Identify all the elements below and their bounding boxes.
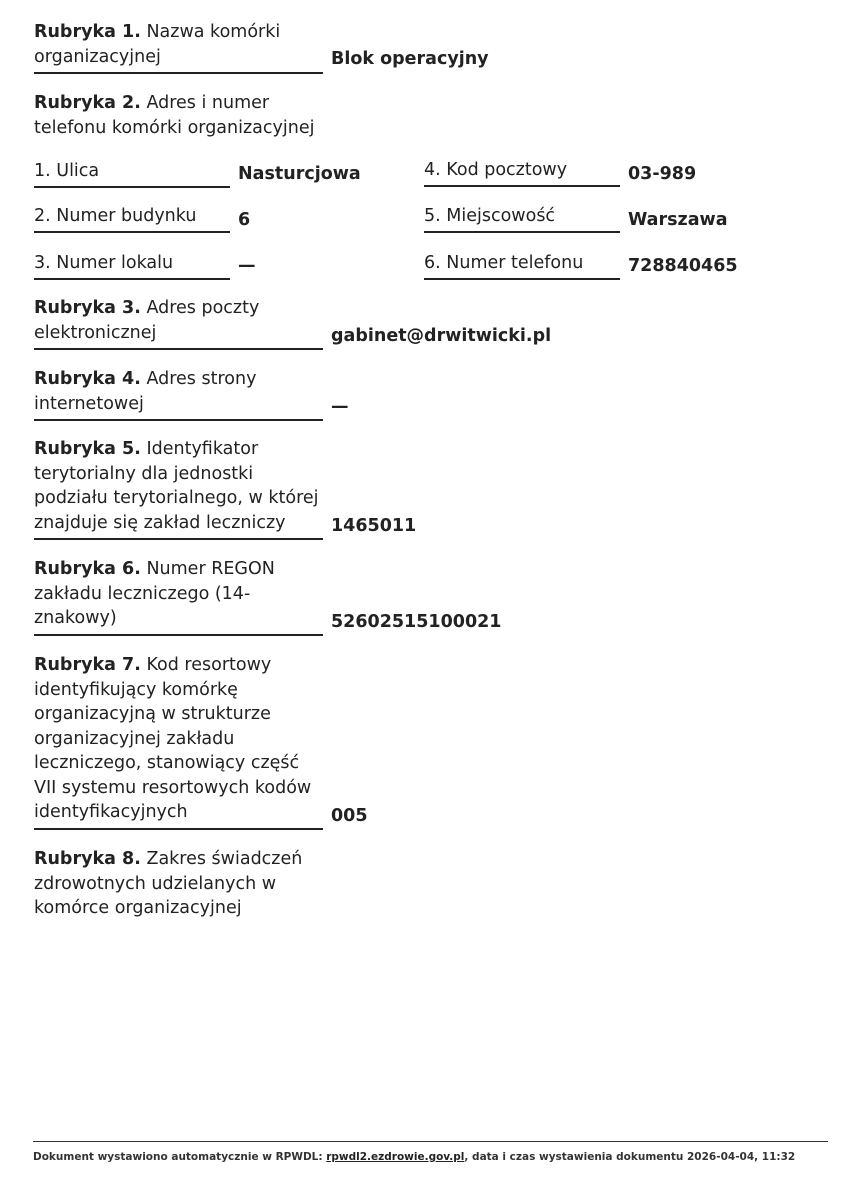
rubryka-1-prefix: Rubryka 1.	[34, 22, 141, 42]
rubryka-3-label	[34, 296, 323, 350]
field-miejscowosc-value: Warszawa	[628, 210, 728, 230]
rubryka-4-value: —	[331, 397, 349, 417]
rubryka-6-value: 52602515100021	[331, 612, 502, 632]
rubryka-6-prefix: Rubryka 6.	[34, 559, 141, 579]
rubryka-4-text: Adres strony internetowej	[34, 369, 257, 414]
field-numer-budynku-label: 2. Numer budynku	[34, 205, 230, 233]
field-kod-pocztowy-label: 4. Kod pocztowy	[424, 159, 620, 187]
field-ulica-label: 1. Ulica	[34, 160, 230, 188]
rubryka-8-prefix: Rubryka 8.	[34, 849, 141, 869]
field-numer-lokalu-label: 3. Numer lokalu	[34, 252, 230, 280]
rubryka-7-value: 005	[331, 806, 368, 826]
footer-divider	[33, 1141, 828, 1142]
rubryka-4-prefix: Rubryka 4.	[34, 369, 141, 389]
footer-text-before: Dokument wystawiono automatycznie w RPWDL:	[33, 1151, 327, 1163]
field-ulica-value: Nasturcjowa	[238, 164, 361, 184]
rubryka-1-text: Nazwa komórki organizacyjnej	[34, 22, 281, 67]
rubryka-3-value: gabinet@drwitwicki.pl	[331, 326, 552, 346]
rubryka-5-text: Identyfikator terytorialny dla jednostki podziału terytorialnego, w której znajduje się zakład leczniczy	[34, 439, 319, 533]
rubryka-2-prefix: Rubryka 2.	[34, 93, 141, 113]
rubryka-1-value: Blok operacyjny	[331, 49, 489, 69]
footer-note	[33, 1151, 833, 1163]
rubryka-1-label	[34, 20, 323, 74]
rubryka-2-label	[34, 91, 323, 143]
rubryka-7-text: Kod resortowy identyfikujący komórkę organizacyjną w strukturze organizacyjnej zakładu leczniczego, stanowiący część VII systemu resortowych kodów identyfikacyjnych	[34, 655, 312, 822]
rubryka-5-label	[34, 437, 323, 540]
rubryka-6-label	[34, 557, 323, 636]
field-numer-lokalu-value: —	[238, 256, 256, 276]
rubryka-5-value: 1465011	[331, 516, 417, 536]
footer-rpwdl-link[interactable]: rpwdl2.ezdrowie.gov.pl	[326, 1151, 465, 1163]
rubryka-5-prefix: Rubryka 5.	[34, 439, 141, 459]
rubryka-3-prefix: Rubryka 3.	[34, 298, 141, 318]
rubryka-2-text: Adres i numer telefonu komórki organizacyjnej	[34, 93, 315, 138]
field-miejscowosc-label: 5. Miejscowość	[424, 205, 620, 233]
rubryka-8-label	[34, 847, 323, 924]
rubryka-7-label	[34, 653, 323, 830]
field-numer-telefonu-label: 6. Numer telefonu	[424, 252, 620, 280]
footer-text-after: , data i czas wystawienia dokumentu 2026-04-04, 11:32	[464, 1151, 796, 1163]
rubryka-6-text: Numer REGON zakładu leczniczego (14-znakowy)	[34, 559, 275, 628]
rubryka-7-prefix: Rubryka 7.	[34, 655, 141, 675]
rubryka-8-text: Zakres świadczeń zdrowotnych udzielanych w komórce organizacyjnej	[34, 849, 303, 918]
field-kod-pocztowy-value: 03-989	[628, 164, 697, 184]
field-numer-budynku-value: 6	[238, 210, 251, 230]
rubryka-3-text: Adres poczty elektronicznej	[34, 298, 260, 343]
rubryka-4-label	[34, 367, 323, 421]
field-numer-telefonu-value: 728840465	[628, 256, 738, 276]
